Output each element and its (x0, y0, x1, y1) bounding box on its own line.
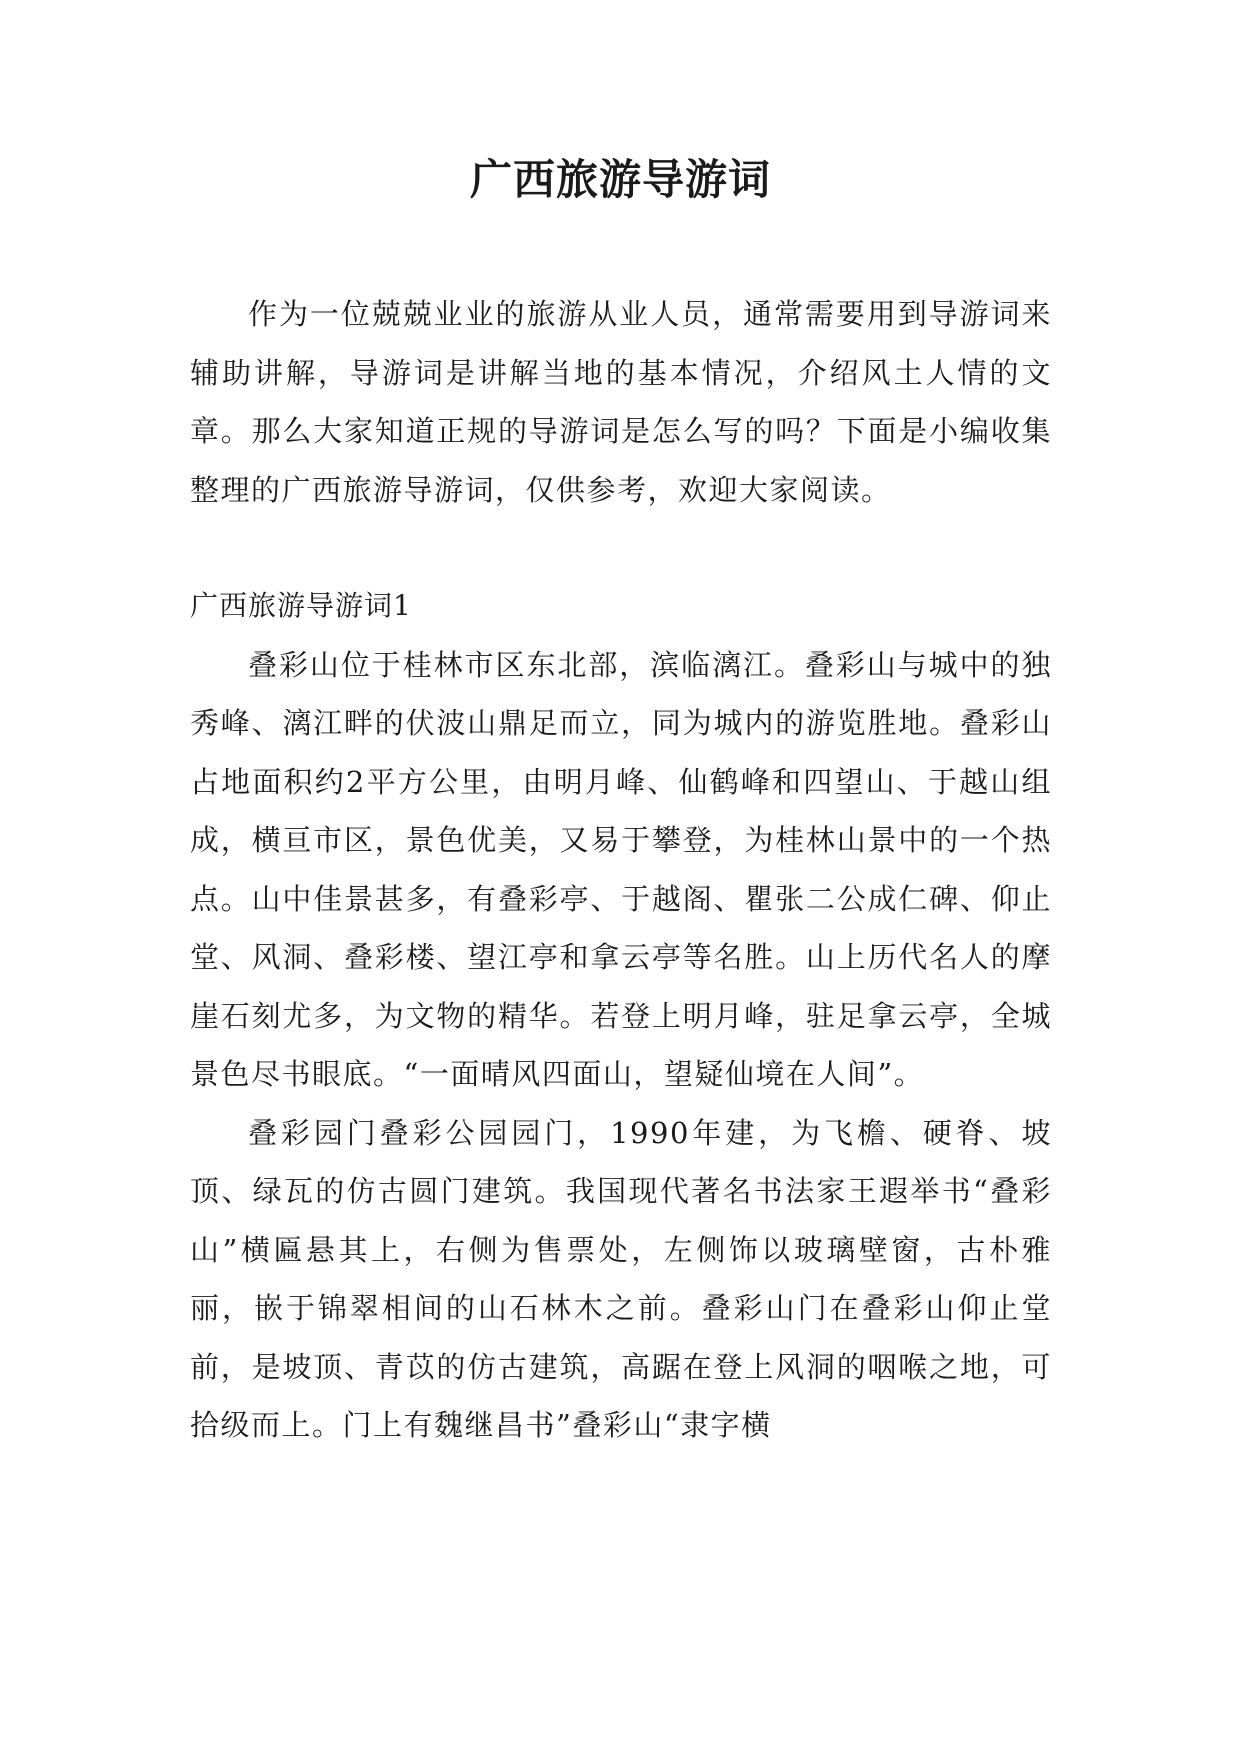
intro-paragraph: 作为一位兢兢业业的旅游从业人员，通常需要用到导游词来辅助讲解，导游词是讲解当地的基本情况，介绍风土人情的文章。那么大家知道正规的导游词是怎么写的吗？下面是小编收集整理的广西旅游导游词，仅供参考，欢迎大家阅读。 (190, 297, 1052, 507)
document-title: 广西旅游导游词 (469, 155, 771, 204)
body-paragraph: 叠彩园门叠彩公园园门，1990年建，为飞檐、硬脊、坡顶、绿瓦的仿古圆门建筑。我国现代著名书法家王遐举书“叠彩山”横匾悬其上，右侧为售票处，左侧饰以玻璃壁窗，古朴雅丽，嵌于锦翠相间的山石林木之前。叠彩山门在叠彩山仰止堂前，是坡顶、青苡的仿古建筑，高踞在登上风洞的咽喉之地，可拾级而上。门上有魏继昌书”叠彩山“隶字横 (190, 1115, 1052, 1442)
section-heading: 广西旅游导游词1 (190, 589, 412, 622)
document-body (190, 285, 1052, 1455)
body-paragraph: 叠彩山位于桂林市区东北部，滨临漓江。叠彩山与城中的独秀峰、漓江畔的伏波山鼎足而立，同为城内的游览胜地。叠彩山占地面积约2平方公里，由明月峰、仙鹤峰和四望山、于越山组成，横亘市区，景色优美，又易于攀登，为桂林山景中的一个热点。山中佳景甚多，有叠彩亭、于越阁、瞿张二公成仁碑、仰止堂、风洞、叠彩楼、望江亭和拿云亭等名胜。山上历代名人的摩崖石刻尤多，为文物的精华。若登上明月峰，驻足拿云亭，全城景色尽书眼底。“一面晴风四面山，望疑仙境在人间”。 (190, 647, 1052, 1091)
